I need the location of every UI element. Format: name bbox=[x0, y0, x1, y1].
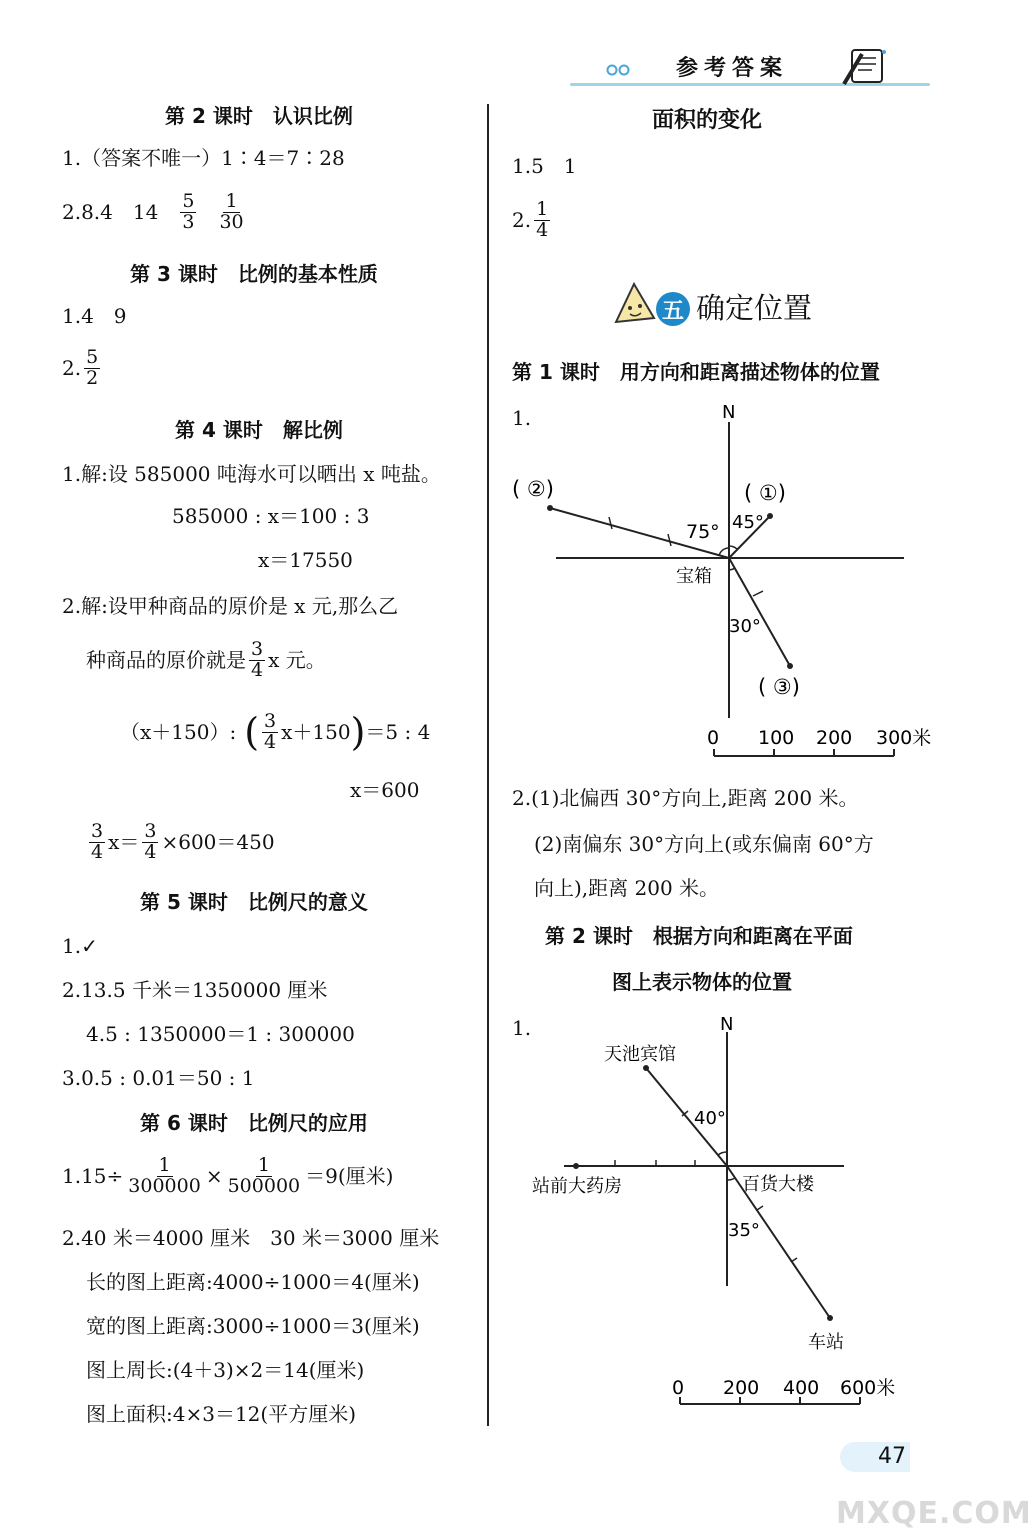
answer-line bbox=[62, 192, 249, 233]
equation-part: x＋150 bbox=[281, 720, 351, 745]
fraction: $\frac{3}{4}$ bbox=[264, 710, 277, 753]
fraction: $\frac{1}{500000}$ bbox=[227, 1154, 301, 1197]
equation-part: x＝ bbox=[108, 830, 140, 855]
answer-line: 1. bbox=[512, 1016, 532, 1040]
answer-line: 2.13.5 千米＝1350000 厘米 bbox=[62, 978, 328, 1002]
answer-line: 2.(1)北偏西 30°方向上,距离 200 米。 bbox=[512, 786, 859, 810]
answer-line: 1.5 1 bbox=[512, 154, 577, 178]
header-title: 参考答案 bbox=[676, 56, 789, 81]
equation: （x＋150）: ( $\frac{3}{4}$ x＋150 ) ＝5 : 4 bbox=[120, 710, 431, 755]
place-label-store: 百货大楼 bbox=[742, 1174, 814, 1195]
direction-line-3 bbox=[729, 558, 790, 666]
answer-line: 2.40 米＝4000 厘米 30 米＝3000 厘米 bbox=[62, 1226, 440, 1250]
section-title: 第 2 课时 认识比例 bbox=[165, 104, 353, 128]
north-label: N bbox=[722, 402, 736, 423]
answer-text: ＝9(厘米) bbox=[305, 1164, 394, 1189]
answer-text: x 元。 bbox=[268, 648, 326, 673]
answer-line bbox=[62, 1156, 393, 1197]
equation bbox=[86, 822, 275, 863]
unit-mascot-icon bbox=[610, 278, 660, 328]
section-title: 图上表示物体的位置 bbox=[612, 970, 792, 994]
answer-text: 1.15÷ bbox=[62, 1164, 124, 1189]
equation: x＝600 bbox=[350, 778, 420, 802]
angle-label: 35° bbox=[728, 1220, 760, 1241]
fraction: $\frac{1}{30}$ bbox=[219, 190, 244, 233]
column-divider bbox=[487, 104, 489, 1426]
section-title: 第 5 课时 比例尺的意义 bbox=[140, 890, 368, 914]
scale-label: 300米 bbox=[876, 727, 932, 749]
section-title: 第 2 课时 根据方向和距离在平面 bbox=[545, 924, 853, 948]
answer-line: 宽的图上距离:3000÷1000＝3(厘米) bbox=[86, 1314, 420, 1338]
answer-line: 2.解:设甲种商品的原价是 x 元,那么乙 bbox=[62, 594, 399, 618]
answer-line: 1.✓ bbox=[62, 934, 98, 958]
answer-line: (2)南偏东 30°方向上(或东偏南 60°方 bbox=[534, 832, 874, 856]
angle-label: 30° bbox=[729, 616, 761, 637]
position-diagram-1 bbox=[500, 400, 940, 780]
scale-label: 0 bbox=[707, 727, 720, 749]
point-label-1: ( ①) bbox=[744, 481, 786, 505]
scale-label: 400 bbox=[783, 1377, 820, 1399]
answer-line: 1.解:设 585000 吨海水可以晒出 x 吨盐。 bbox=[62, 462, 441, 486]
fraction: $\frac{3}{4}$ bbox=[144, 820, 157, 863]
answer-line: 3.0.5 : 0.01＝50 : 1 bbox=[62, 1066, 255, 1090]
section-title: 第 4 课时 解比例 bbox=[175, 418, 343, 442]
place-label-hotel: 天池宾馆 bbox=[604, 1044, 676, 1065]
scale-label: 0 bbox=[672, 1377, 685, 1399]
section-title: 面积的变化 bbox=[652, 108, 763, 133]
pencil-note-icon bbox=[840, 44, 890, 88]
watermark: MXQE.COM bbox=[836, 1496, 1032, 1531]
answer-line: 图上面积:4×3＝12(平方厘米) bbox=[86, 1402, 356, 1426]
fraction: $\frac{1}{4}$ bbox=[536, 198, 549, 241]
point-label-3: ( ③) bbox=[758, 675, 800, 699]
answer-line: 1.（答案不唯一）1∶4＝7∶28 bbox=[62, 146, 345, 170]
place-label-pharmacy: 站前大药房 bbox=[532, 1176, 622, 1197]
equation-part: ×600＝450 bbox=[161, 830, 275, 855]
fraction: $\frac{5}{2}$ bbox=[86, 346, 99, 389]
center-label: 宝箱 bbox=[676, 566, 712, 587]
page-number: 47 bbox=[878, 1444, 906, 1469]
answer-line bbox=[512, 200, 553, 241]
scale-label: 600米 bbox=[840, 1377, 896, 1399]
answer-text: 2. bbox=[62, 356, 82, 381]
equation: 585000 : x＝100 : 3 bbox=[172, 504, 370, 528]
answer-line: 图上周长:(4＋3)×2＝14(厘米) bbox=[86, 1358, 365, 1382]
scale-label: 200 bbox=[816, 727, 853, 749]
fraction: $\frac{5}{3}$ bbox=[182, 190, 195, 233]
answer-line: 向上),距离 200 米。 bbox=[534, 876, 720, 900]
answer-text: 2. bbox=[512, 208, 532, 233]
unit-badge: 五 bbox=[656, 292, 690, 326]
equation: x＝17550 bbox=[258, 548, 353, 572]
fraction: $\frac{3}{4}$ bbox=[91, 820, 104, 863]
answer-text: 2.8.4 14 bbox=[62, 200, 159, 225]
section-title: 第 6 课时 比例尺的应用 bbox=[140, 1111, 368, 1135]
north-label: N bbox=[720, 1014, 734, 1035]
section-title: 第 1 课时 用方向和距离描述物体的位置 bbox=[512, 360, 880, 384]
answer-line bbox=[62, 348, 103, 389]
scale-label: 200 bbox=[723, 1377, 760, 1399]
equation-part: （x＋150）: bbox=[120, 720, 237, 745]
angle-label: 75° bbox=[686, 521, 720, 543]
equation-part: ＝5 : 4 bbox=[365, 720, 431, 745]
angle-label: 45° bbox=[732, 512, 764, 533]
section-title: 第 3 课时 比例的基本性质 bbox=[130, 262, 378, 286]
fraction: $\frac{1}{300000}$ bbox=[128, 1154, 201, 1197]
unit-title: 确定位置 bbox=[696, 291, 813, 325]
answer-text: 种商品的原价就是 bbox=[86, 648, 246, 673]
answer-line: 1. bbox=[512, 406, 532, 430]
answer-line bbox=[86, 640, 326, 681]
point-label-2: ( ②) bbox=[512, 477, 554, 501]
answer-line: 1.4 9 bbox=[62, 304, 127, 328]
fraction: $\frac{3}{4}$ bbox=[251, 638, 264, 681]
scale-label: 100 bbox=[758, 727, 795, 749]
position-diagram-2 bbox=[520, 1012, 920, 1422]
place-label-station: 车站 bbox=[808, 1332, 844, 1353]
answer-line: 长的图上距离:4000÷1000＝4(厘米) bbox=[86, 1270, 420, 1294]
answer-line: 4.5 : 1350000＝1 : 300000 bbox=[86, 1022, 355, 1046]
angle-label: 40° bbox=[694, 1108, 726, 1129]
answer-text: × bbox=[205, 1164, 223, 1189]
